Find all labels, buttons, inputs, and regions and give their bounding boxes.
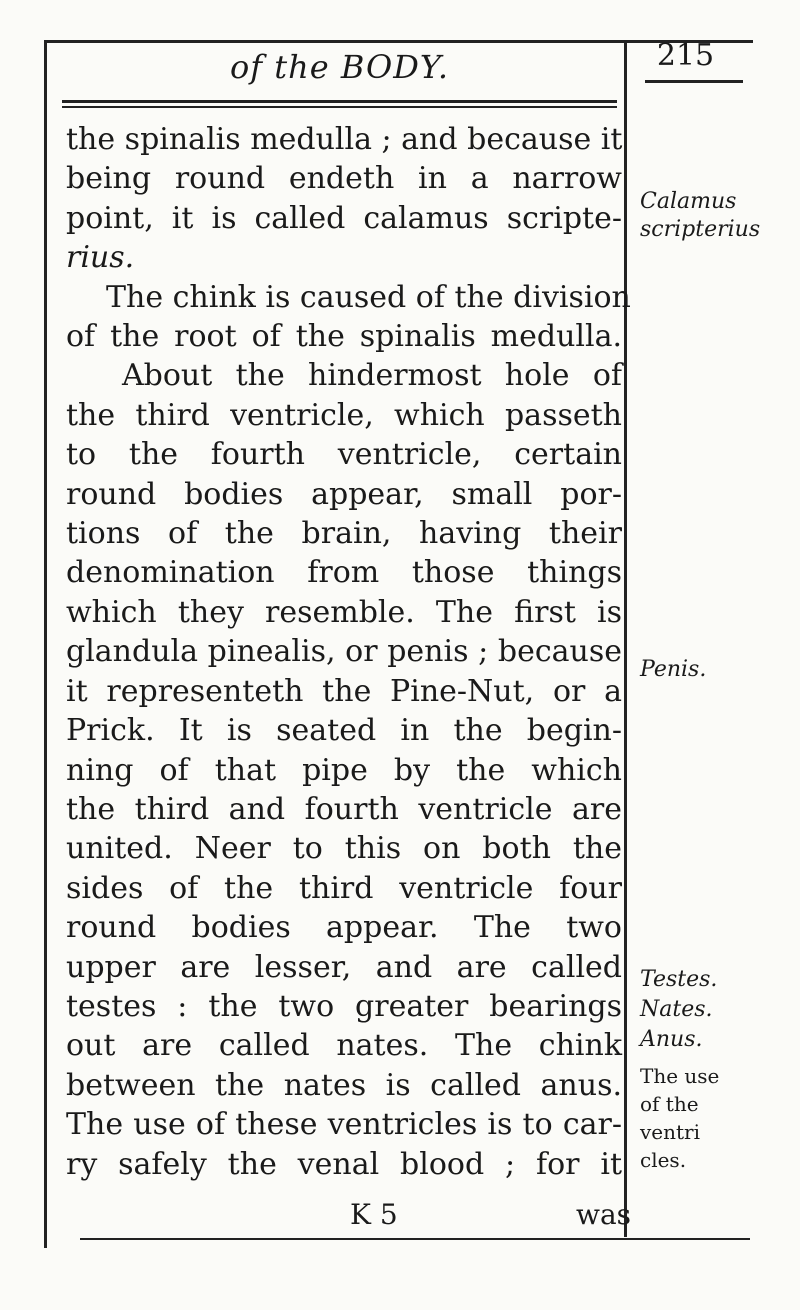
catchword: was [576, 1198, 632, 1231]
text-line: the spinalis medulla ; and because it [66, 122, 623, 157]
running-head: of the BODY. [229, 48, 450, 86]
text-line: The chink is caused of the division [106, 279, 631, 315]
margin-note-anus: Anus. [640, 1027, 703, 1052]
margin-note-line: The use [640, 1064, 720, 1088]
text-line: rius. [66, 240, 135, 276]
text-line: to the fourth ventricle, certain [66, 437, 622, 473]
text-line: About the hindermost hole of [122, 358, 622, 394]
text-line: Prick. It is seated in the begin- [66, 713, 622, 749]
text-line: being round endeth in a narrow [66, 161, 622, 197]
margin-note-testes: Testes. [640, 967, 718, 992]
text-line: the third ventricle, which passeth [66, 397, 622, 433]
text-line: out are called nates. The chink [66, 1028, 622, 1064]
text-line: round bodies appear, small por- [66, 476, 622, 512]
header-rule [62, 100, 617, 108]
margin-note-nates: Nates. [640, 997, 713, 1022]
text-line: between the nates is called anus. [66, 1067, 622, 1103]
signature-mark: K 5 [350, 1198, 398, 1231]
text-line: denomination from those things [66, 555, 622, 591]
text-line: sides of the third ventricle four [66, 870, 622, 906]
text-line: testes : the two greater bearings [66, 988, 622, 1024]
margin-note-line: of the [640, 1092, 699, 1116]
column-rule [624, 42, 627, 1237]
text-line: round bodies appear. The two [66, 910, 622, 946]
bottom-rule [80, 1238, 750, 1240]
margin-note-penis: Penis. [640, 657, 707, 682]
text-line: ry safely the venal blood ; for it [66, 1146, 622, 1182]
page-number: 215 [656, 38, 715, 73]
text-line: united. Neer to this on both the [66, 831, 622, 867]
text-line: The use of these ventricles is to car- [66, 1107, 622, 1143]
margin-note-line: ventri [640, 1120, 701, 1144]
margin-note-line: scripterius [640, 217, 761, 242]
text-line: it representeth the Pine-Nut, or a [66, 673, 622, 709]
text-line: upper are lesser, and are called [66, 949, 622, 985]
text-line: of the root of the spinalis medulla. [66, 319, 622, 355]
body-text [66, 120, 631, 1184]
text-line: the third and fourth ventricle are [66, 791, 622, 827]
margin-note-use [640, 1062, 760, 1174]
margin-note-calamus [640, 188, 760, 244]
margin-note-line: Calamus [640, 189, 737, 214]
text-line: which they resemble. The first is [66, 594, 622, 630]
margin-rule [645, 80, 743, 83]
text-line: point, it is called calamus scripte- [66, 200, 622, 236]
text-line: glandula pinealis, or penis ; because [66, 634, 622, 670]
text-line: ning of that pipe by the which [66, 752, 622, 788]
margin-note-line: cles. [640, 1148, 687, 1172]
text-line: tions of the brain, having their [66, 516, 622, 552]
